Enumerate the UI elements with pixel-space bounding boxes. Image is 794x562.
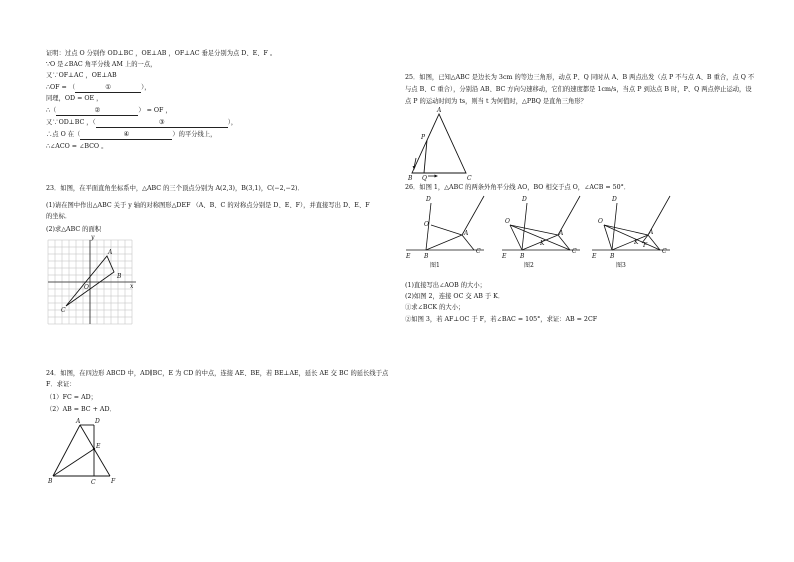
proof-line7 <box>46 131 216 140</box>
fig1-label-o: O <box>424 221 429 228</box>
q24-stem: 24．如图，在四边形 ABCD 中，AD∥BC，E 为 CD 的中点，连接 AE、BE，若 BE⊥AE，延长 AE 交 BC 的延长线于点 <box>46 370 389 377</box>
proof-line5-post: ） = OF ， <box>138 107 172 114</box>
fig1-label-d: D <box>426 196 431 203</box>
blank-4[interactable]: ④ <box>80 131 172 140</box>
q25-label-q: Q <box>422 175 427 182</box>
q26-figure-3 <box>590 193 680 268</box>
q26-figure-1 <box>404 193 494 268</box>
fig1-label-a: A <box>464 230 469 237</box>
fig2-label-b: B <box>520 253 525 260</box>
fig2-label-k: K <box>540 240 545 247</box>
q24-part2: （2）AB = BC + AD． <box>46 406 116 413</box>
q23-stem: 23．如图，在平面直角坐标系中，△ABC 的三个顶点分别为 A(2,3)，B(3,1)，C(−2,−2)． <box>46 185 304 192</box>
q25-label-a: A <box>437 107 442 114</box>
fig3-label-c: C <box>662 248 667 255</box>
fig3-caption: 图3 <box>616 262 626 269</box>
q26-figure-2 <box>500 193 590 268</box>
q23-part2: (2)求△ABC 的面积 <box>46 226 102 233</box>
q24-label-f: F <box>111 478 116 485</box>
fig1-label-b: B <box>424 253 429 260</box>
fig1-label-c: C <box>476 248 481 255</box>
q26-stem: 26．如图 1，△ABC 的两条外角平分线 AO，BO 相交于点 O，∠ACB = 50°． <box>405 184 631 191</box>
q23-part1b: 的坐标． <box>46 213 72 220</box>
blank-1[interactable]: ① <box>75 84 141 93</box>
q25-label-c: C <box>467 175 472 182</box>
q24-label-e: E <box>96 443 101 450</box>
proof-line1: ∵O 是∠BAC 角平分线 AM 上的一点， <box>46 61 157 68</box>
q23-label-a: A <box>108 249 113 256</box>
proof-line6 <box>46 119 237 128</box>
q23-coordinate-grid <box>48 234 138 325</box>
proof-line7-post: ）的平分线上， <box>172 131 217 138</box>
proof-line6-post: ）， <box>227 119 238 126</box>
fig2-label-o: O <box>505 218 510 225</box>
q26-part2b: ②如图 3，若 AF⊥OC 于 F，若∠BAC = 105°，求证：AB = 2CF <box>405 316 598 323</box>
fig3-label-b: B <box>610 253 615 260</box>
fig2-label-a: A <box>559 230 564 237</box>
q24-label-d: D <box>95 418 100 425</box>
q23-label-o: O <box>84 284 89 291</box>
q25-stem: 25．如图，已知△ABC 是边长为 3cm 的等边三角形，动点 P、Q 同时从 A、B 两点出发（点 P 不与点 A、B 重合，点 Q 不与点 B、C 重合），分别沿 AB、BC 方向匀速移动，它们的速度都是 1cm/s，当点 P 到达点 B 时，P、Q 两点停止运动，设点 P 的运动时间为 ts，则当 t 为何值时，△PBQ 是直角三角形？ <box>405 74 755 105</box>
q25-label-b: B <box>408 175 413 182</box>
q24-label-c: C <box>91 479 96 486</box>
proof-line5-pre: ∴（ <box>46 107 57 114</box>
proof-line8: ∴∠ACO = ∠BCO 。 <box>46 143 108 150</box>
proof-line3 <box>46 84 151 93</box>
q26-part1: (1)直接写出∠AOB 的大小； <box>405 282 486 289</box>
q24-label-a: A <box>76 418 81 425</box>
fig3-label-f: F <box>643 242 648 249</box>
proof-line7-pre: ∴点 O 在（ <box>46 131 81 138</box>
q23-label-y: y <box>91 234 95 241</box>
q23-label-c: C <box>61 307 66 314</box>
q24-part1: （1）FC = AD； <box>46 394 97 401</box>
fig1-caption: 图1 <box>430 262 440 269</box>
fig3-label-o: O <box>598 218 603 225</box>
q26-part2a: ①求∠BCK 的大小； <box>405 304 465 311</box>
q23-label-x: x <box>130 283 134 290</box>
fig2-label-c: C <box>572 248 577 255</box>
q25-label-p: P <box>421 134 426 141</box>
q25-triangle-figure <box>404 107 484 182</box>
fig3-label-d: D <box>612 196 617 203</box>
proof-line6-pre: 又∵OD⊥BC ，（ <box>46 119 96 126</box>
q24-label-b: B <box>48 478 53 485</box>
fig3-label-k: K <box>634 239 639 246</box>
q26-part2: (2)如图 2，连接 OC 交 AB 于 K． <box>405 293 505 300</box>
q23-part1: (1)请在图中作出△ABC 关于 y 轴的对称图形△DEF （A、B、C 的对称点分别是 D、E、F），并直接写出 D、E、F <box>46 202 370 209</box>
proof-line3-post: ）， <box>141 84 151 91</box>
blank-2[interactable]: ② <box>56 107 138 116</box>
blank-3[interactable]: ③ <box>96 119 228 128</box>
proof-line2: 又∵OF⊥AC ，OE⊥AB <box>46 72 117 79</box>
fig2-label-d: D <box>522 196 527 203</box>
fig3-label-a: A <box>649 229 654 236</box>
fig2-label-e: E <box>502 253 507 260</box>
q23-label-b: B <box>117 273 122 280</box>
proof-line5 <box>46 107 172 116</box>
fig3-label-e: E <box>592 253 597 260</box>
fig2-caption: 图2 <box>524 262 534 269</box>
proof-line4: 同理，OD = OE ， <box>46 95 103 102</box>
proof-line3-pre: ∴OF = （ <box>46 84 76 91</box>
proof-intro: 证明：过点 O 分别作 OD⊥BC ，OE⊥AB ，OF⊥AC 垂足分别为点 D、E、F 。 <box>46 50 277 57</box>
q24-quadrilateral-figure <box>48 418 128 488</box>
fig1-label-e: E <box>406 253 411 260</box>
q24-stem2: F．求证： <box>46 381 76 388</box>
